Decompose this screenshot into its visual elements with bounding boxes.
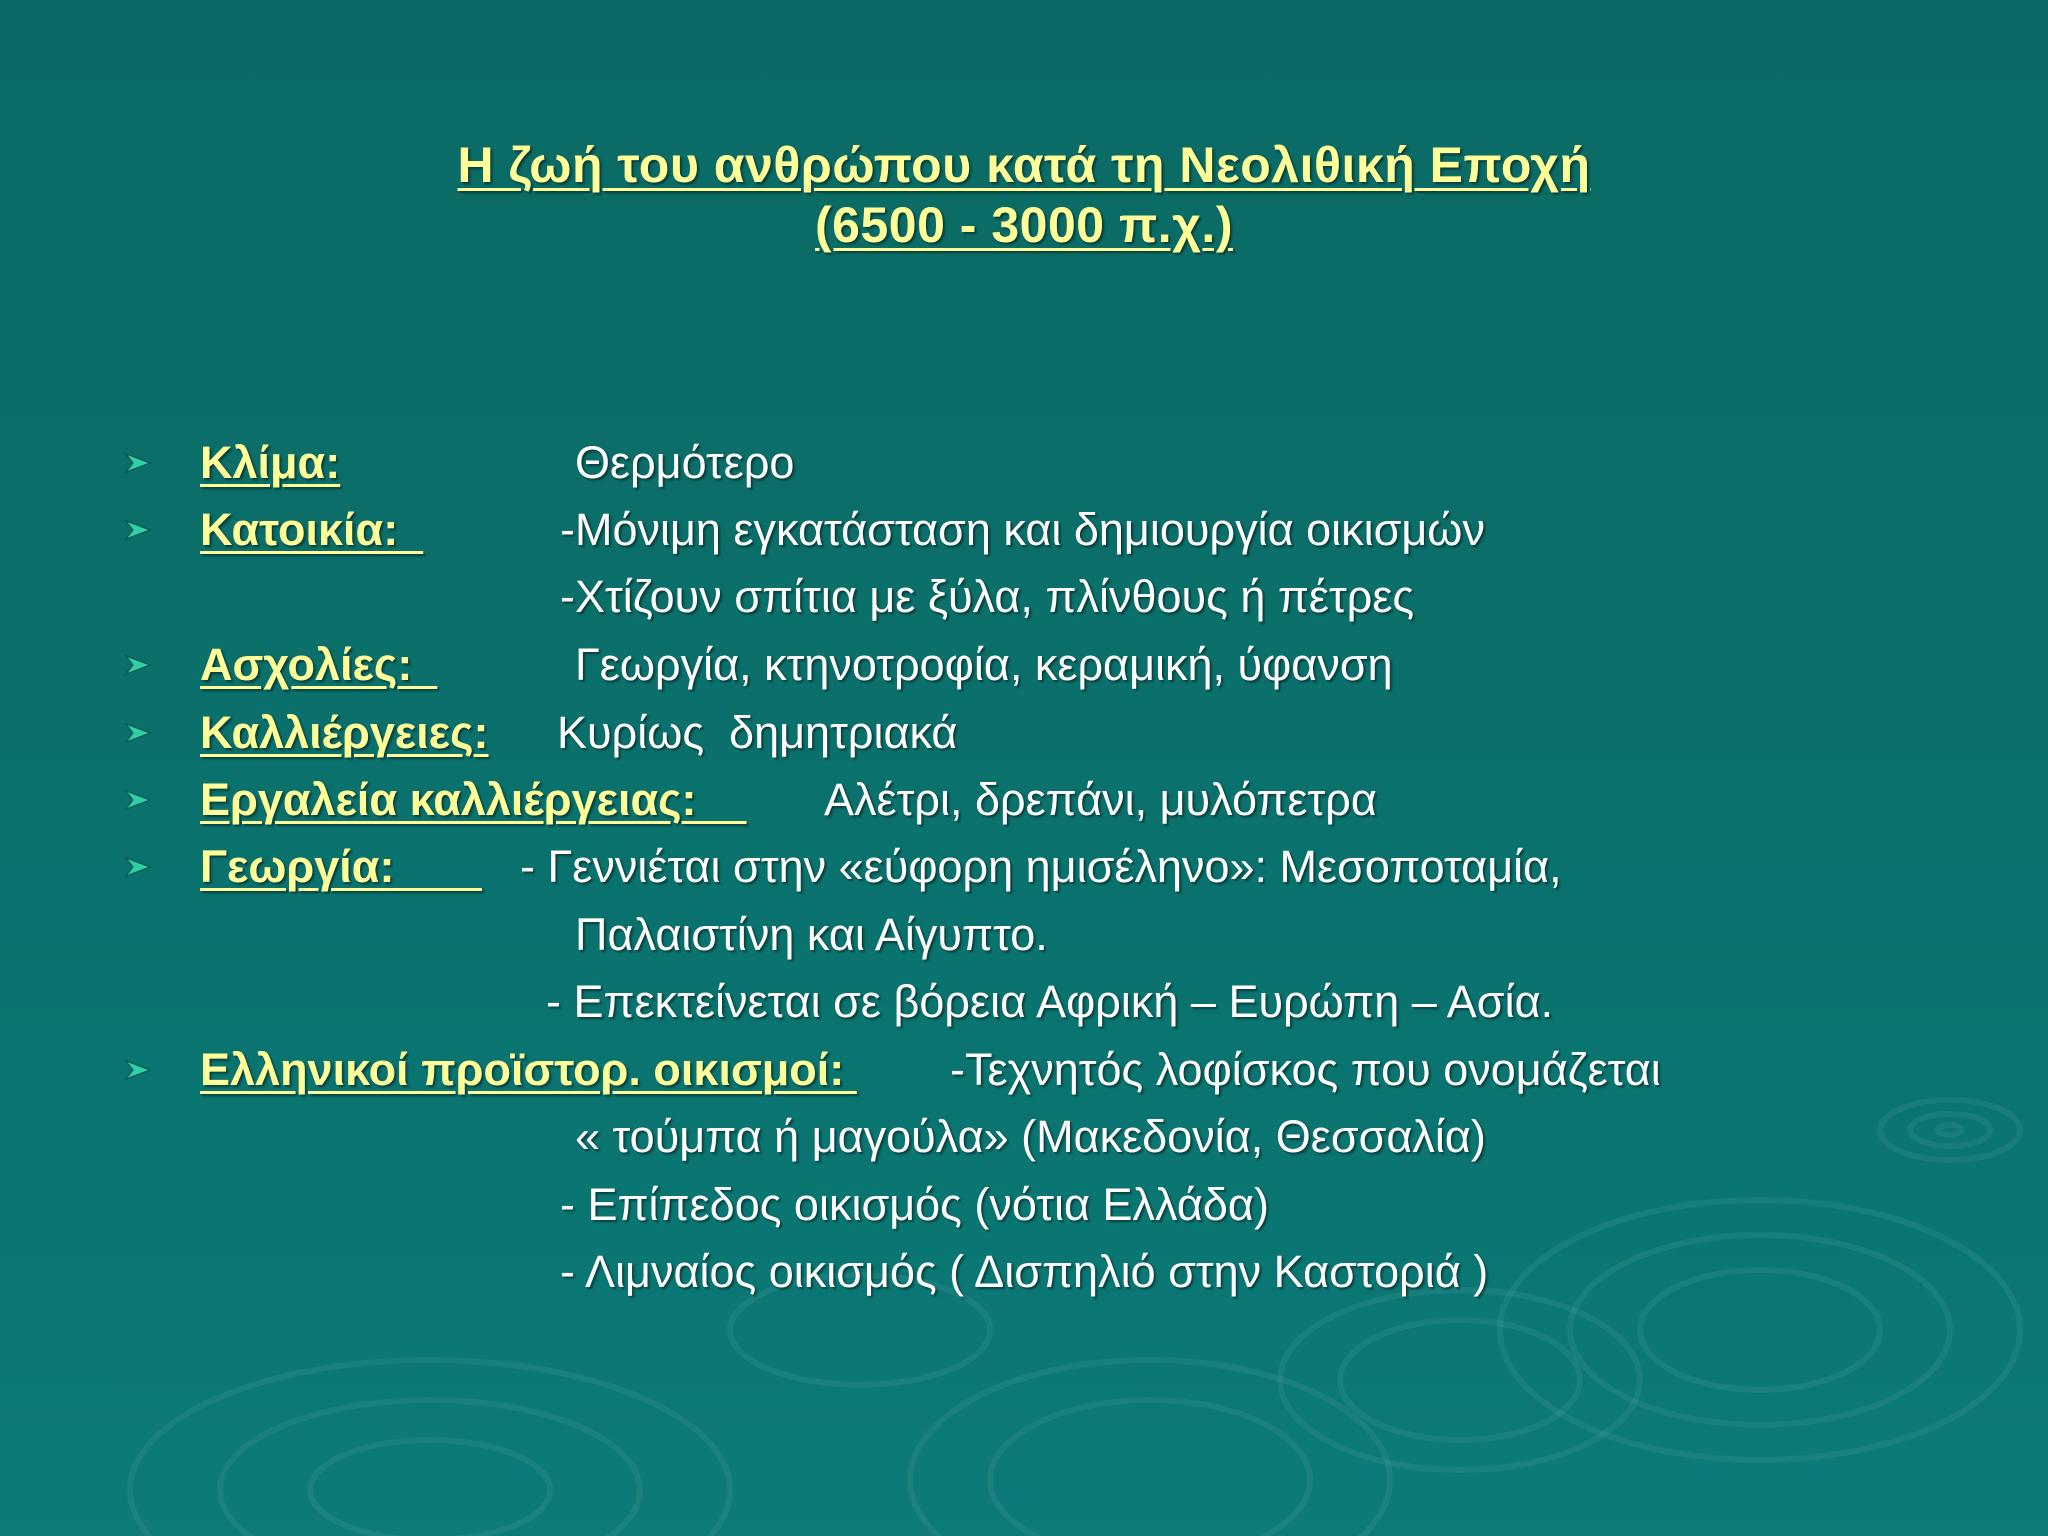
list-item-housing [0,500,2048,560]
item-value: -Μόνιμη εγκατάσταση και δημιουργία οικισμών [560,504,1485,555]
item-value: Παλαιστίνη και Αίγυπτο. [575,909,1048,960]
arrow-bullet-icon [124,1059,152,1081]
item-value: Γεωργία, κτηνοτροφία, κεραμική, ύφανση [575,639,1393,690]
item-label: Γεωργία: [200,841,482,892]
list-item-agriculture-continued [0,905,2048,965]
item-value: Κυρίως δημητριακά [557,707,958,758]
list-item-settlements [0,1040,2048,1100]
item-value: - Γεννιέται στην «εύφορη ημισέληνο»: Μεσοποταμία, [520,841,1562,892]
list-item-agriculture [0,837,2048,897]
list-item-agriculture-continued [0,972,2048,1032]
item-value: - Επεκτείνεται σε βόρεια Αφρική – Ευρώπη – Ασία. [546,976,1554,1027]
arrow-bullet-icon [124,452,152,474]
arrow-bullet-icon [124,519,152,541]
item-value: -Χτίζουν σπίτια με ξύλα, πλίνθους ή πέτρες [560,571,1415,622]
list-item-occupations [0,635,2048,695]
item-label: Κατοικία: [200,504,424,555]
item-label: Καλλιέργειες: [200,707,489,758]
title-line-2: (6500 - 3000 π.χ.) [815,197,1233,253]
item-value: -Τεχνητός λοφίσκος που ονομάζεται [950,1044,1661,1095]
list-item-housing-continued [0,567,2048,627]
item-label: Εργαλεία καλλιέργειας: [200,774,747,825]
arrow-bullet-icon [124,722,152,744]
item-value: « τούμπα ή μαγούλα» (Μακεδονία, Θεσσαλία) [575,1111,1486,1162]
list-item-crops [0,703,2048,763]
arrow-bullet-icon [124,789,152,811]
item-value: Θερμότερο [575,437,795,488]
slide-title [0,135,2048,255]
item-value: Αλέτρι, δρεπάνι, μυλόπετρα [824,774,1377,825]
item-value: - Λιμναίος οικισμός ( Δισπηλιό στην Καστοριά ) [560,1246,1489,1297]
item-value: - Επίπεδος οικισμός (νότια Ελλάδα) [560,1179,1269,1230]
arrow-bullet-icon [124,856,152,878]
item-label: Ασχολίες: [200,639,438,690]
list-item-tools [0,770,2048,830]
arrow-bullet-icon [124,654,152,676]
list-item-climate [0,433,2048,493]
title-line-1: Η ζωή του ανθρώπου κατά τη Νεολιθική Εποχή [457,137,1591,193]
list-item-settlements-continued [0,1242,2048,1302]
item-label: Ελληνικοί προϊστορ. οικισμοί: [200,1044,857,1095]
list-item-settlements-continued [0,1107,2048,1167]
list-item-settlements-continued [0,1175,2048,1235]
item-label: Κλίμα: [200,437,341,488]
